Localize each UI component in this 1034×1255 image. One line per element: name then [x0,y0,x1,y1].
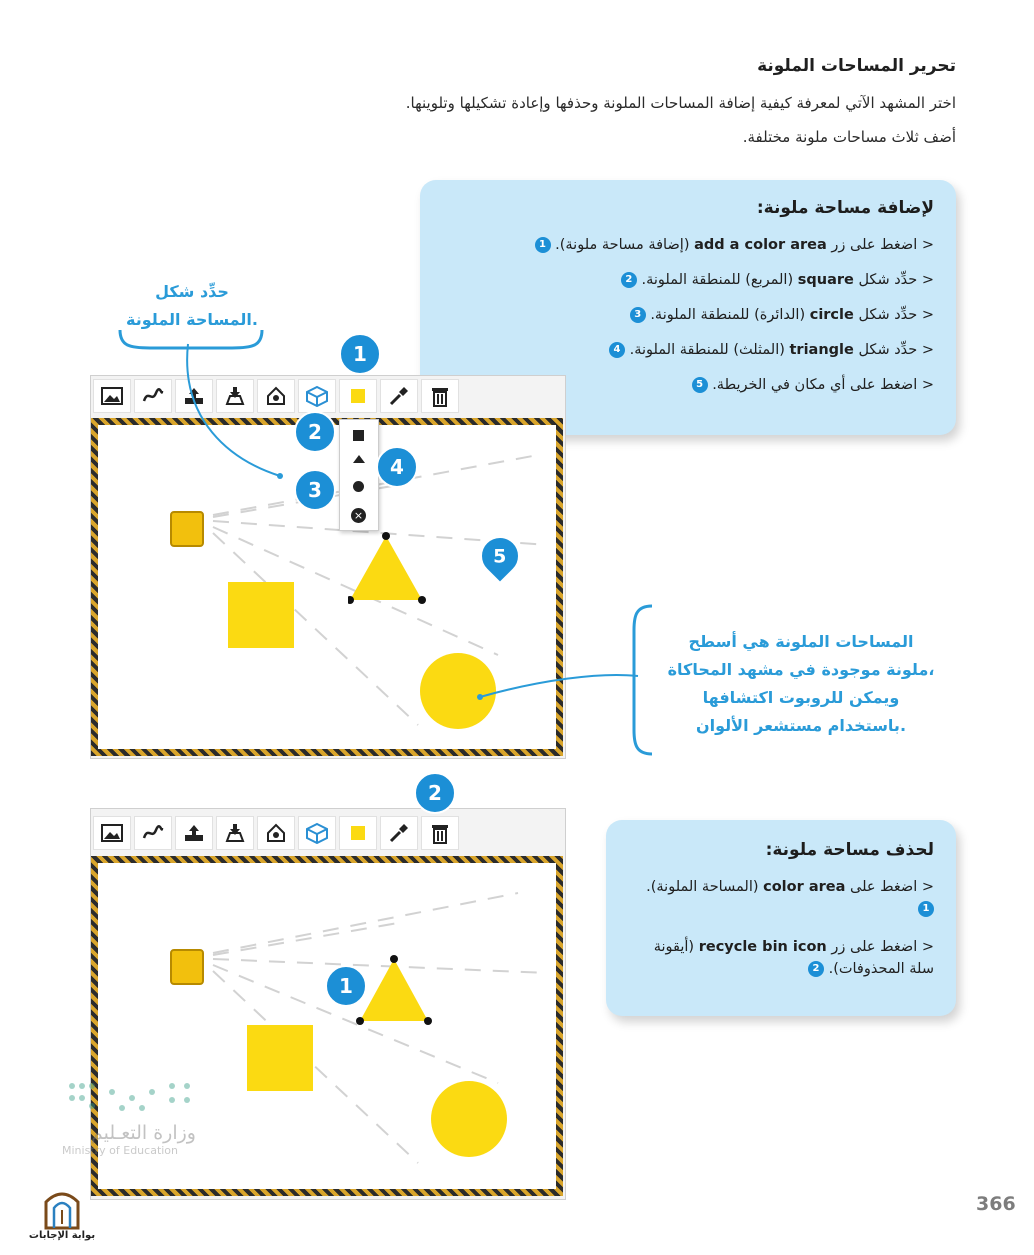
portal-building-icon [42,1186,82,1230]
add-step-5: < اضغط على أي مكان في الخريطة. 5 [454,374,934,409]
add-step-2: < حدِّد شكل square (المربع) للمنطقة الملونة. 2 [454,269,934,304]
step-number-badge: 1 [918,901,934,917]
color-area-square[interactable] [247,1025,313,1091]
toolbar-row-bottom [90,812,564,854]
image-icon[interactable] [93,816,131,850]
ministry-name-ar: وزارة التعـليم [90,1122,196,1144]
add-step-4: < حدِّد شكل triangle (المثلث) للمنطقة الملونة. 4 [454,339,934,374]
ministry-name-en: Ministry of Education [62,1144,179,1157]
callout-bottom-1: 1 [325,965,367,1007]
color-area-circle[interactable] [431,1081,507,1157]
color-area-icon[interactable] [339,816,377,850]
record-icon[interactable] [257,816,295,850]
callout-2: 2 [294,411,336,453]
callout-3: 3 [294,469,336,511]
step-number-badge: 1 [535,237,551,253]
export-icon[interactable] [175,816,213,850]
delete-panel-title: لحذف مساحة ملونة: [765,840,934,860]
step-number-badge: 2 [808,961,824,977]
eyedropper-icon[interactable] [380,816,418,850]
delete-step-1: < اضغط على color area (المساحة الملونة). 1 [634,876,934,920]
add-step-1: < اضغط على زر add a color area (إضافة مساحة ملونة). 1 [454,234,934,269]
page-heading: تحرير المساحات الملونة [757,56,956,76]
color-area-triangle[interactable] [356,953,436,1033]
add-panel-title: لإضافة مساحة ملونة: [756,198,934,218]
step-number-badge: 2 [621,272,637,288]
close-circle-icon[interactable]: × [351,508,366,523]
intro-line-1: اختر المشهد الآتي لمعرفة كيفية إضافة المساحات الملونة وحذفها وإعادة تشكيلها وتلوينها. [405,94,956,112]
note-color-areas: المساحات الملونة هي أسطح ملونة موجودة في مشهد المحاكاة، ويمكن للروبوت اكتشافها باستخدام مستشعر الألوان. [667,632,935,735]
add-step-3: < حدِّد شكل circle (الدائرة) للمنطقة الملونة. 3 [454,304,934,339]
path-icon[interactable] [134,816,172,850]
callout-1: 1 [339,333,381,375]
step-number-badge: 3 [630,307,646,323]
delete-step-2: < اضغط على زر recycle bin icon (أيقونة سلة المحذوفات). 2 [653,939,934,977]
delete-color-area-panel [606,820,956,1016]
ministry-dots-icon [62,1078,202,1118]
trash-icon[interactable] [421,816,459,850]
page-number: 366 [976,1193,1016,1215]
portal-name: بوابة الإجابات [28,1230,96,1241]
step-number-badge: 5 [692,377,708,393]
import-icon[interactable] [216,816,254,850]
robot[interactable] [170,949,204,985]
intro-line-2: أضف ثلاث مساحات ملونة مختلفة. [742,128,956,146]
callout-bottom-2: 2 [414,772,456,814]
ministry-logo [62,1078,212,1178]
note-select-shape: حدِّد شكل المساحة الملونة. [126,282,258,329]
portal-logo [24,1186,100,1246]
step-number-badge: 4 [609,342,625,358]
cube-icon[interactable] [298,816,336,850]
callout-4: 4 [376,446,418,488]
callout-5-pin: 5 [472,528,529,585]
